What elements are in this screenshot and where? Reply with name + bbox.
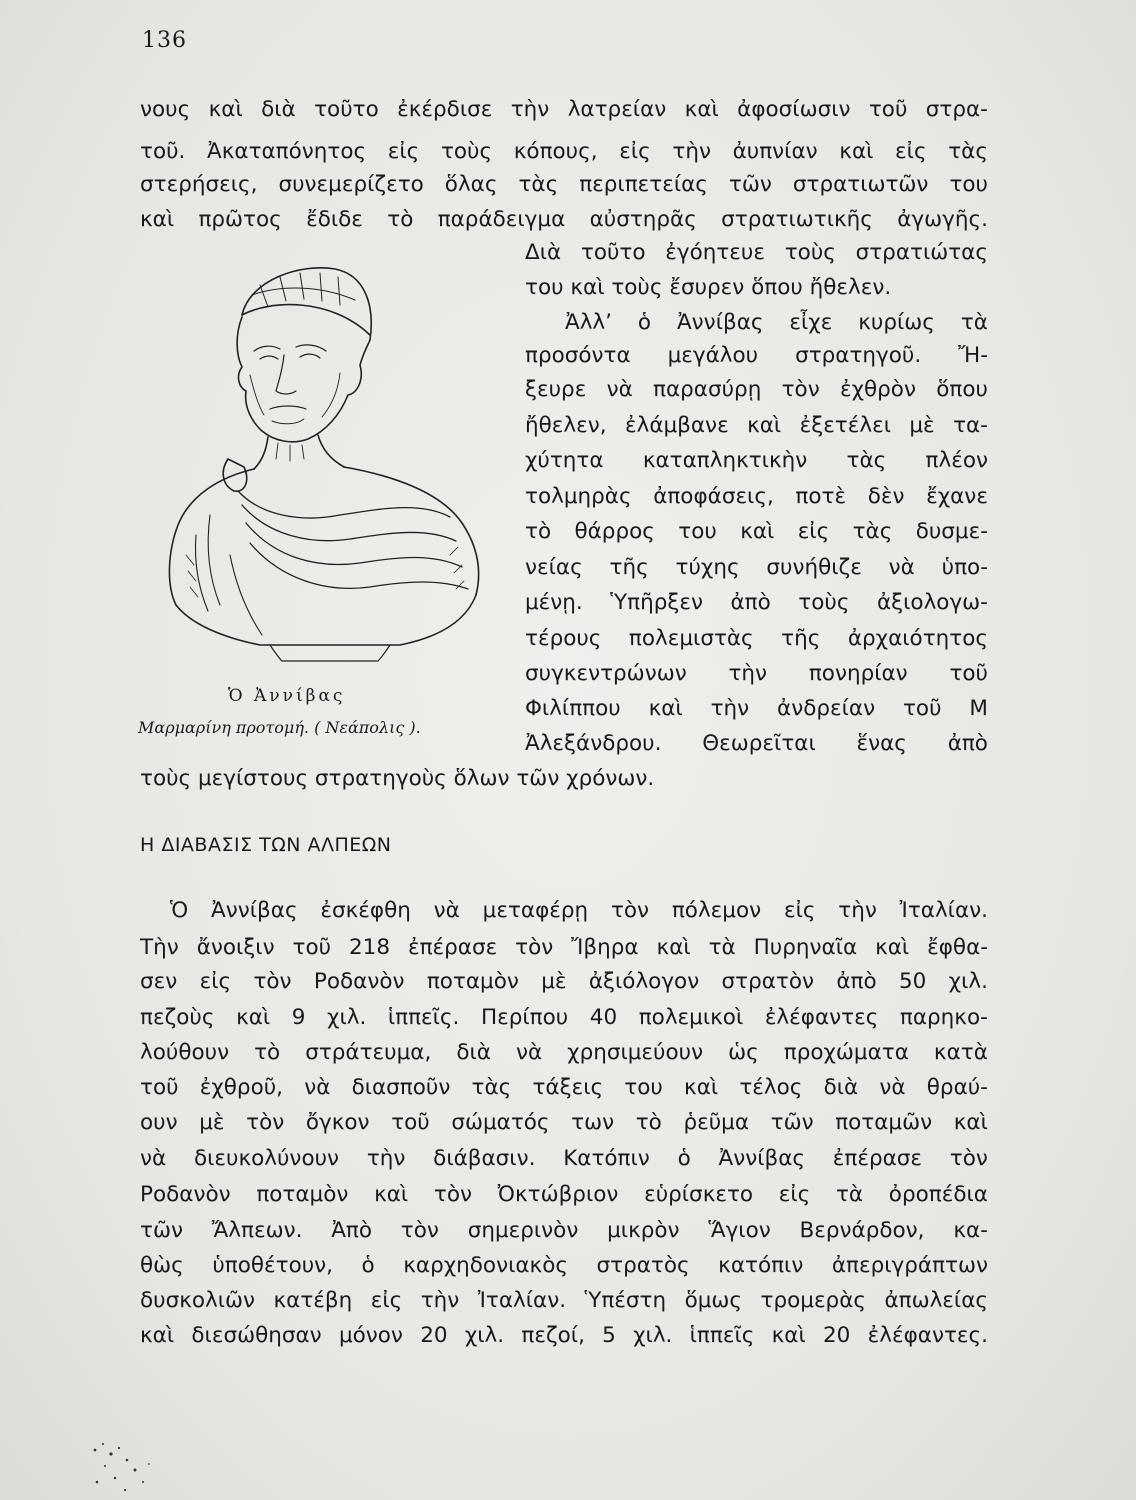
figure-caption-note: Μαρμαρίνη προτομή. ( Νεάπολις ). xyxy=(138,718,421,737)
text-line: τέρους πολεμιστὰς τῆς ἀρχαιότητος xyxy=(525,626,988,651)
text-line: μένῃ. Ὑπῆρξεν ἀπὸ τοὺς ἀξιολογω- xyxy=(525,590,988,615)
text-line: προσόντα μεγάλου στρατηγοῦ. Ἤ- xyxy=(525,343,988,368)
print-speckle-decoration xyxy=(75,1420,165,1500)
page-number: 136 xyxy=(142,28,187,53)
text-line: τοῦ. Ἀκαταπόνητος εἰς τοὺς κόπους, εἰς τὴν ἀυπνίαν καὶ εἰς τὰς xyxy=(140,139,988,164)
text-line: καὶ διεσώθησαν μόνον 20 χιλ. πεζοί, 5 χιλ. ἱππεῖς καὶ 20 ἐλέφαντες. xyxy=(140,1323,988,1348)
text-line: λούθουν τὸ στράτευμα, διὰ νὰ χρησιμεύουν ὡς προχώματα κατὰ xyxy=(140,1040,988,1065)
text-line: νους καὶ διὰ τοῦτο ἐκέρδισε τὴν λατρείαν καὶ ἀφοσίωσιν τοῦ στρα- xyxy=(140,97,988,122)
text-line: τὸ θάρρος του καὶ εἰς τὰς δυσμε- xyxy=(525,519,988,544)
text-line: ουν μὲ τὸν ὄγκον τοῦ σώματός των τὸ ῥεῦμα τῶν ποταμῶν καὶ xyxy=(140,1110,988,1135)
text-line: Φιλίππου καὶ τὴν ἀνδρείαν τοῦ Μ xyxy=(525,696,988,721)
text-line: Ροδανὸν ποταμὸν καὶ τὸν Ὀκτώβριον εὑρίσκετο εἰς τὰ ὀροπέδια xyxy=(140,1182,988,1207)
text-line: του καὶ τοὺς ἔσυρεν ὅπου ἤθελεν. xyxy=(525,275,892,300)
text-line: χύτητα καταπληκτικὴν τὰς πλέον xyxy=(525,448,988,473)
text-line: τῶν Ἄλπεων. Ἀπὸ τὸν σημερινὸν μικρὸν Ἅγιον Βερνάρδον, κα- xyxy=(140,1218,988,1243)
figure-caption-title: Ὁ Ἀννίβας xyxy=(228,686,346,706)
text-line: ξευρε νὰ παρασύρῃ τὸν ἐχθρὸν ὅπου xyxy=(525,377,988,402)
text-line: τοῦ ἐχθροῦ, νὰ διασποῦν τὰς τάξεις του καὶ τέλος διὰ νὰ θραύ- xyxy=(140,1075,988,1100)
text-line: σεν εἰς τὸν Ροδανὸν ποταμὸν μὲ ἀξιόλογον στρατὸν ἀπὸ 50 χιλ. xyxy=(140,969,988,994)
section-heading: Η ΔΙΑΒΑΣΙΣ ΤΩΝ ΑΛΠΕΩΝ xyxy=(140,834,392,856)
text-line: Ὁ Ἀννίβας ἐσκέφθη νὰ μεταφέρῃ τὸν πόλεμον εἰς τὴν Ἰταλίαν. xyxy=(170,898,988,923)
text-line: νὰ διευκολύνουν τὴν διάβασιν. Κατόπιν ὁ Ἀννίβας ἐπέρασε τὸν xyxy=(140,1146,988,1171)
text-line: θὼς ὑποθέτουν, ὁ καρχηδονιακὸς στρατὸς κατόπιν ἀπεριγράπτων xyxy=(140,1253,988,1278)
text-line: Διὰ τοῦτο ἐγόητευε τοὺς στρατιώτας xyxy=(525,240,988,265)
text-line: Ἀλλ’ ὁ Ἀννίβας εἶχε κυρίως τὰ xyxy=(565,310,988,335)
text-line: τολμηρὰς ἀποφάσεις, ποτὲ δὲν ἔχανε xyxy=(525,484,988,509)
text-line: δυσκολιῶν κατέβη εἰς τὴν Ἰταλίαν. Ὑπέστη ὅμως τρομερὰς ἀπωλείας xyxy=(140,1288,988,1313)
text-line: καὶ πρῶτος ἔδιδε τὸ παράδειγμα αὐστηρᾶς στρατιωτικῆς ἀγωγῆς. xyxy=(140,207,988,232)
text-line: Τὴν ἄνοιξιν τοῦ 218 ἐπέρασε τὸν Ἴβηρα καὶ τὰ Πυρηναῖα καὶ ἔφθα- xyxy=(140,935,988,960)
text-line: συγκεντρώνων τὴν πονηρίαν τοῦ xyxy=(525,661,988,686)
text-line: ἤθελεν, ἐλάμβανε καὶ ἐξετέλει μὲ τα- xyxy=(525,413,988,438)
text-line: στερήσεις, συνεμερίζετο ὅλας τὰς περιπετείας τῶν στρατιωτῶν του xyxy=(140,172,988,197)
hannibal-bust-illustration xyxy=(150,255,500,665)
text-line: νείας τῆς τύχης συνήθιζε νὰ ὑπο- xyxy=(525,555,988,580)
text-line: πεζοὺς καὶ 9 χιλ. ἱππεῖς. Περίπου 40 πολεμικοὶ ἐλέφαντες παρηκο- xyxy=(140,1005,988,1030)
text-line: τοὺς μεγίστους στρατηγοὺς ὅλων τῶν χρόνων. xyxy=(140,766,655,791)
text-line: Ἀλεξάνδρου. Θεωρεῖται ἕνας ἀπὸ xyxy=(525,731,988,756)
